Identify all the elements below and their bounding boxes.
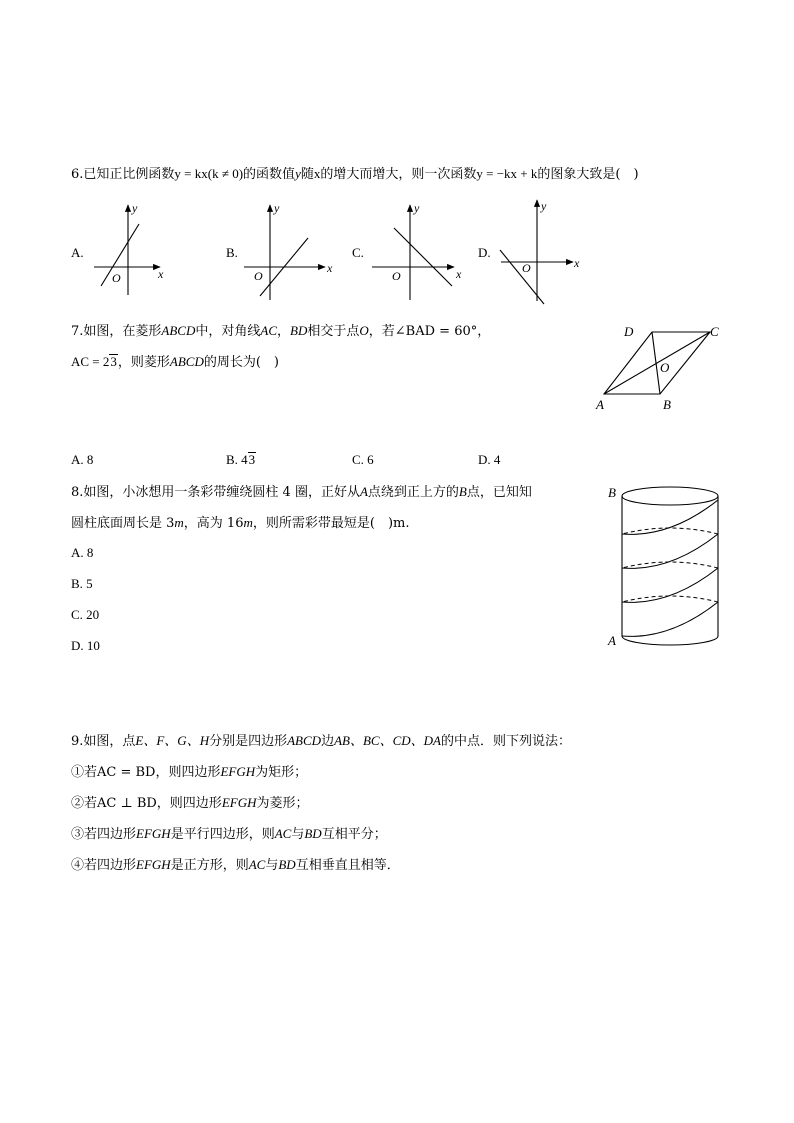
diagonal-bd [652, 332, 660, 394]
origin-label: O [522, 261, 531, 275]
x-label: x [158, 267, 164, 281]
q6-option-a-label: A. [71, 245, 84, 260]
q9-statement-2: ②若AC ⊥ BD，则四边形EFGH为菱形； [71, 795, 309, 811]
origin-label: O [112, 271, 121, 285]
q8-choice-c: C. 20 [71, 607, 100, 622]
q6-graph-b [240, 200, 335, 300]
q6-graph-c [372, 200, 472, 300]
cylinder-bottom-front [622, 636, 718, 645]
q9-stem: 9.如图，点E、F、G、H分别是四边形ABCD边AB、BC、CD、DA的中点．则下列说法： [71, 733, 571, 749]
x-label: x [327, 261, 333, 275]
q9-statement-3: ③若四边形EFGH是平行四边形，则AC与BD互相平分； [71, 826, 387, 842]
q8-choice-a: A. 8 [71, 545, 94, 560]
q9-statement-4: ④若四边形EFGH是正方形，则AC与BD互相垂直且相等． [71, 857, 400, 873]
q7-choice-c: C. 6 [352, 452, 374, 467]
q6-option-c-label: C. [352, 245, 364, 260]
y-label: y [132, 201, 138, 215]
q6-option-b-label: B. [226, 245, 238, 260]
label-b: B [663, 397, 671, 412]
q6-option-d-label: D. [478, 245, 491, 260]
label-a: A [608, 633, 616, 648]
y-label: y [541, 199, 547, 213]
q8-choice-b: B. 5 [71, 576, 93, 591]
x-label: x [574, 256, 580, 270]
q9-statement-1: ①若AC = BD，则四边形EFGH为矩形； [71, 764, 308, 780]
q8-number: 8. [71, 485, 84, 500]
q6-func1: y = kx(k ≠ 0) [174, 166, 244, 181]
label-o: O [660, 360, 670, 375]
q7-number: 7. [71, 324, 84, 339]
y-label: y [274, 201, 280, 215]
label-a: A [596, 397, 604, 412]
q8-stem-line1: 8.如图，小冰想用一条彩带缠绕圆柱 4 圈，正好从A点绕到正上方的B点，已知知 [71, 484, 532, 500]
diagonal-ac [604, 332, 710, 394]
q6-graph-a [90, 200, 180, 295]
ribbon-back-2 [622, 562, 718, 568]
origin-label: O [254, 269, 263, 283]
y-label: y [414, 201, 420, 215]
label-c: C [710, 324, 719, 339]
q7-rhombus-figure [590, 320, 730, 415]
q6-stem: 6.已知正比例函数y = kx(k ≠ 0)的函数值y随x的增大而增大，则一次函数y = −kx + k的图象大致是( ) [71, 166, 639, 182]
q7-choice-a: A. 8 [71, 452, 94, 467]
x-label: x [456, 267, 462, 281]
q6-func2: y = −kx + k [476, 166, 538, 181]
q8-choice-d: D. 10 [71, 638, 100, 653]
sqrt-3: 3 [110, 354, 117, 369]
ribbon-back-3 [622, 528, 718, 534]
q6-number: 6. [71, 167, 84, 182]
q9-number: 9. [71, 734, 84, 749]
q8-cylinder-figure [600, 480, 730, 650]
ribbon-front-2 [622, 568, 718, 602]
q7-stem-line1: 7.如图，在菱形ABCD中，对角线AC，BD相交于点O，若∠BAD = 60°， [71, 323, 491, 339]
ribbon-front-3 [622, 534, 718, 568]
q8-stem-line2: 圆柱底面周长是 3m，高为 16m，则所需彩带最短是( )m. [71, 515, 410, 531]
ribbon-back-1 [622, 596, 718, 602]
q7-stem-line2: AC = 23，则菱形ABCD的周长为( ) [71, 354, 280, 370]
q6-graph-d [495, 196, 585, 306]
label-d: D [624, 324, 634, 339]
origin-label: O [392, 269, 401, 283]
ribbon-front-1 [622, 602, 718, 636]
function-line [394, 228, 452, 286]
cylinder-top [622, 487, 718, 505]
q7-choice-d: D. 4 [478, 452, 501, 467]
label-b: B [608, 485, 616, 500]
q7-choice-b: B. 43 [226, 452, 256, 467]
